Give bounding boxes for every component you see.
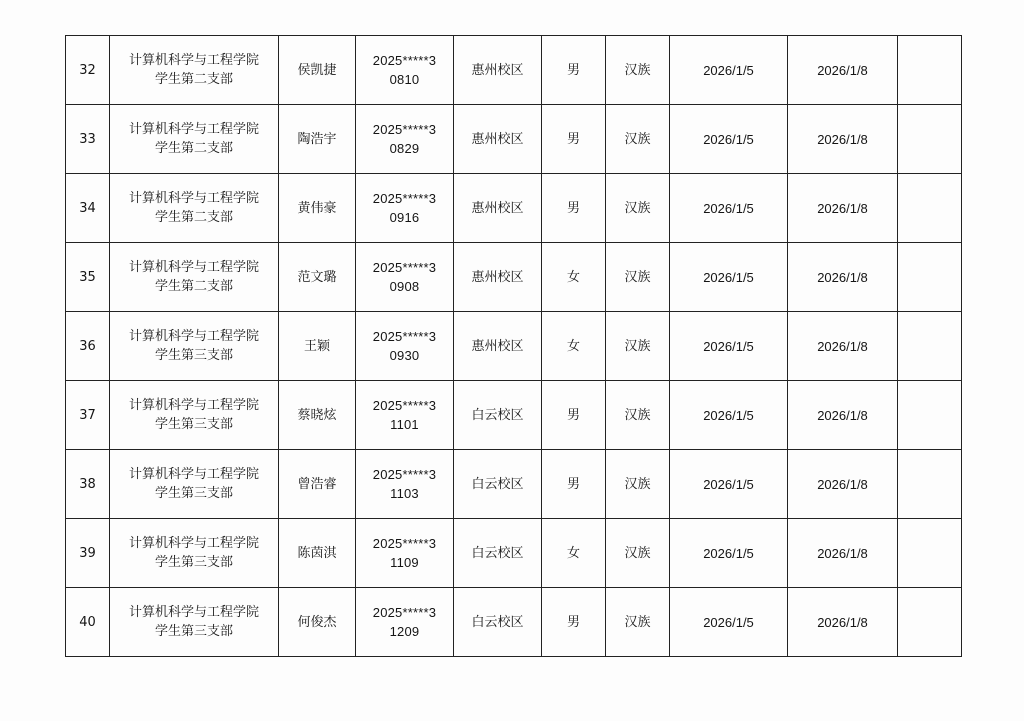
person-name: 范文璐: [279, 243, 356, 312]
student-id-part1: 2025*****3: [372, 53, 437, 68]
branch-name: 学生第三支部: [154, 555, 233, 570]
start-date: 2026/1/5: [670, 381, 788, 450]
gender: 男: [542, 450, 606, 519]
party-branch-cell: [110, 588, 279, 657]
table-row: [66, 243, 962, 312]
student-id-part2: 0916: [389, 210, 420, 225]
start-date: 2026/1/5: [670, 588, 788, 657]
ethnicity: 汉族: [606, 243, 670, 312]
student-id-cell: [356, 450, 454, 519]
gender: 男: [542, 174, 606, 243]
party-branch-cell: [110, 105, 279, 174]
start-date: 2026/1/5: [670, 105, 788, 174]
student-id-cell: [356, 36, 454, 105]
student-id-part1: 2025*****3: [372, 536, 437, 551]
student-id-part2: 1109: [390, 555, 419, 570]
person-name: 侯凯捷: [279, 36, 356, 105]
student-id-part2: 0829: [389, 141, 420, 156]
branch-name: 学生第三支部: [154, 348, 233, 363]
college-name: 计算机科学与工程学院: [128, 53, 259, 68]
remarks: [898, 174, 962, 243]
student-id-part1: 2025*****3: [372, 191, 437, 206]
roster-body: [66, 36, 962, 657]
party-branch-cell: [110, 381, 279, 450]
ethnicity: 汉族: [606, 588, 670, 657]
gender: 女: [542, 519, 606, 588]
remarks: [898, 36, 962, 105]
start-date: 2026/1/5: [670, 450, 788, 519]
student-id-part2: 0908: [389, 279, 420, 294]
party-branch-cell: [110, 519, 279, 588]
ethnicity: 汉族: [606, 105, 670, 174]
person-name: 陶浩宇: [279, 105, 356, 174]
gender: 女: [542, 243, 606, 312]
student-id-cell: [356, 174, 454, 243]
start-date: 2026/1/5: [670, 519, 788, 588]
table-row: [66, 588, 962, 657]
gender: 男: [542, 588, 606, 657]
party-branch-cell: [110, 36, 279, 105]
remarks: [898, 519, 962, 588]
student-id-cell: [356, 588, 454, 657]
student-id-part1: 2025*****3: [372, 122, 437, 137]
row-number: 39: [66, 519, 110, 588]
gender: 男: [542, 105, 606, 174]
ethnicity: 汉族: [606, 519, 670, 588]
row-number: 33: [66, 105, 110, 174]
remarks: [898, 105, 962, 174]
student-id-part2: 1209: [389, 624, 420, 639]
start-date: 2026/1/5: [670, 312, 788, 381]
person-name: 曾浩睿: [279, 450, 356, 519]
college-name: 计算机科学与工程学院: [128, 467, 259, 482]
gender: 男: [542, 381, 606, 450]
end-date: 2026/1/8: [788, 243, 898, 312]
college-name: 计算机科学与工程学院: [128, 122, 259, 137]
person-name: 陈茵淇: [279, 519, 356, 588]
person-name: 王颖: [279, 312, 356, 381]
gender: 女: [542, 312, 606, 381]
row-number: 34: [66, 174, 110, 243]
college-name: 计算机科学与工程学院: [128, 191, 259, 206]
campus: 白云校区: [454, 381, 542, 450]
branch-name: 学生第二支部: [154, 72, 233, 87]
table-row: [66, 174, 962, 243]
student-id-part1: 2025*****3: [372, 398, 437, 413]
ethnicity: 汉族: [606, 450, 670, 519]
campus: 白云校区: [454, 519, 542, 588]
remarks: [898, 588, 962, 657]
start-date: 2026/1/5: [670, 36, 788, 105]
branch-name: 学生第二支部: [154, 279, 233, 294]
party-branch-cell: [110, 174, 279, 243]
person-name: 蔡晓炫: [279, 381, 356, 450]
end-date: 2026/1/8: [788, 174, 898, 243]
row-number: 37: [66, 381, 110, 450]
remarks: [898, 243, 962, 312]
ethnicity: 汉族: [606, 174, 670, 243]
ethnicity: 汉族: [606, 36, 670, 105]
end-date: 2026/1/8: [788, 519, 898, 588]
student-id-part1: 2025*****3: [372, 329, 437, 344]
gender: 男: [542, 36, 606, 105]
college-name: 计算机科学与工程学院: [128, 605, 259, 620]
person-name: 黄伟豪: [279, 174, 356, 243]
table-row: [66, 381, 962, 450]
college-name: 计算机科学与工程学院: [128, 329, 259, 344]
college-name: 计算机科学与工程学院: [128, 260, 259, 275]
student-id-part2: 0810: [389, 72, 420, 87]
row-number: 40: [66, 588, 110, 657]
start-date: 2026/1/5: [670, 174, 788, 243]
party-branch-cell: [110, 450, 279, 519]
row-number: 35: [66, 243, 110, 312]
party-branch-cell: [110, 243, 279, 312]
student-id-cell: [356, 519, 454, 588]
student-id-cell: [356, 243, 454, 312]
branch-name: 学生第三支部: [154, 417, 233, 432]
person-name: 何俊杰: [279, 588, 356, 657]
campus: 白云校区: [454, 450, 542, 519]
ethnicity: 汉族: [606, 312, 670, 381]
branch-name: 学生第三支部: [154, 624, 233, 639]
roster-table: [65, 35, 962, 657]
table-row: [66, 312, 962, 381]
campus: 惠州校区: [454, 36, 542, 105]
campus: 白云校区: [454, 588, 542, 657]
table-row: [66, 450, 962, 519]
campus: 惠州校区: [454, 174, 542, 243]
end-date: 2026/1/8: [788, 450, 898, 519]
college-name: 计算机科学与工程学院: [128, 398, 259, 413]
student-id-part1: 2025*****3: [372, 605, 437, 620]
end-date: 2026/1/8: [788, 105, 898, 174]
branch-name: 学生第二支部: [154, 210, 233, 225]
end-date: 2026/1/8: [788, 36, 898, 105]
student-id-part1: 2025*****3: [372, 260, 437, 275]
row-number: 36: [66, 312, 110, 381]
campus: 惠州校区: [454, 105, 542, 174]
end-date: 2026/1/8: [788, 588, 898, 657]
remarks: [898, 312, 962, 381]
student-id-part1: 2025*****3: [372, 467, 437, 482]
student-id-cell: [356, 105, 454, 174]
student-id-part2: 0930: [389, 348, 420, 363]
student-id-part2: 1101: [390, 417, 419, 432]
student-id-part2: 1103: [390, 486, 419, 501]
table-row: [66, 36, 962, 105]
branch-name: 学生第二支部: [154, 141, 233, 156]
remarks: [898, 450, 962, 519]
end-date: 2026/1/8: [788, 381, 898, 450]
campus: 惠州校区: [454, 312, 542, 381]
end-date: 2026/1/8: [788, 312, 898, 381]
college-name: 计算机科学与工程学院: [128, 536, 259, 551]
campus: 惠州校区: [454, 243, 542, 312]
row-number: 32: [66, 36, 110, 105]
row-number: 38: [66, 450, 110, 519]
branch-name: 学生第三支部: [154, 486, 233, 501]
table-row: [66, 105, 962, 174]
party-branch-cell: [110, 312, 279, 381]
remarks: [898, 381, 962, 450]
table-row: [66, 519, 962, 588]
ethnicity: 汉族: [606, 381, 670, 450]
start-date: 2026/1/5: [670, 243, 788, 312]
student-id-cell: [356, 381, 454, 450]
student-id-cell: [356, 312, 454, 381]
